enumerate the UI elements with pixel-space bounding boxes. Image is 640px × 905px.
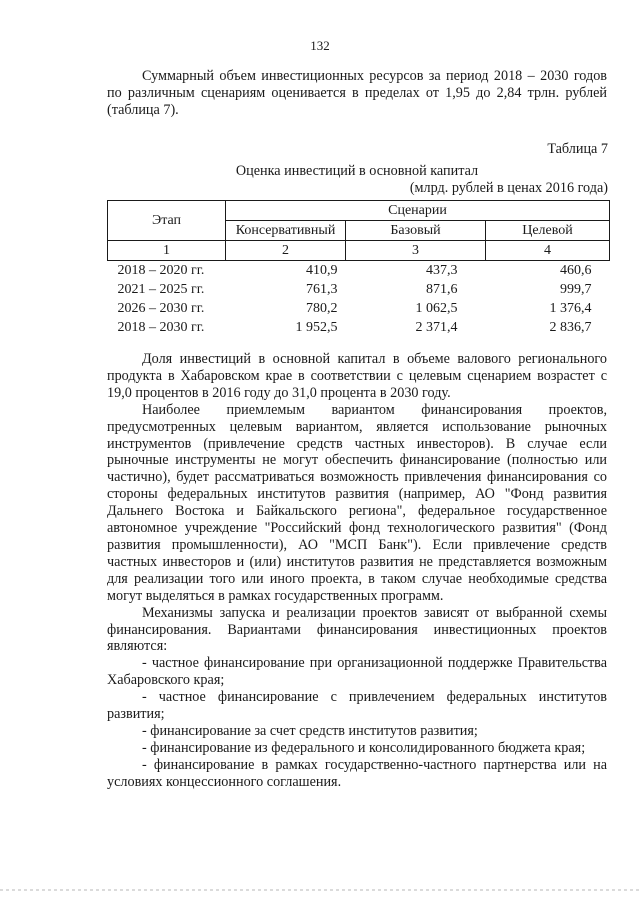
header-scenario-target: Целевой <box>486 221 610 241</box>
table-title: Оценка инвестиций в основной капитал <box>235 163 479 179</box>
row-value-base: 871,6 <box>426 281 458 297</box>
column-number: 4 <box>486 241 610 261</box>
table-row <box>108 261 610 281</box>
column-number: 1 <box>108 241 226 261</box>
table-row <box>108 280 610 299</box>
row-value-base: 437,3 <box>426 262 458 278</box>
row-value-target: 999,7 <box>560 281 592 297</box>
scan-edge-noise <box>0 889 640 891</box>
row-stage: 2018 – 2030 гг. <box>117 319 205 335</box>
row-value-conservative: 1 952,5 <box>295 319 338 335</box>
header-scenario-base: Базовый <box>346 221 486 241</box>
row-stage: 2018 – 2020 гг. <box>117 262 205 278</box>
row-value-conservative: 780,2 <box>306 300 338 316</box>
table-label: Таблица 7 <box>547 141 608 157</box>
paragraph-financing: Наиболее приемлемым вариантом финансирования проектов, предусмотренных целевым вариантом, является использование рыночных инструментов (привлечение средств частных инвесторов). В случае если рыночные инструменты не могут обеспечить финансирование (полностью или частично), будет рассматриваться возможность привлечения финансирования со стороны федеральных институтов развития (например, АО "Фонд развития Дальнего Востока и Байкальского региона", федеральное государственное автономное учреждение "Российский фонд технологического развития" (Фонд развития промышленности), АО "МСП Банк"). Если привлечение средств частных инвесторов и (или) институтов развития не представляется возможным для реализации того или иного проекта, в таком случае необходимые средства могут выделяться в рамках государственных программ. <box>107 401 607 604</box>
paragraph-mechanisms: Механизмы запуска и реализации проектов зависят от выбранной схемы финансирования. Вариантами финансирования инвестиционных проектов являются: <box>107 604 607 655</box>
row-value-base: 2 371,4 <box>415 319 458 335</box>
table-units: (млрд. рублей в ценах 2016 года) <box>409 180 608 196</box>
table-row <box>108 299 610 318</box>
intro-paragraph-text: Суммарный объем инвестиционных ресурсов за период 2018 – 2030 годов по различным сценариям оценивается в пределах от 1,95 до 2,84 трлн. рублей (таблица 7). <box>107 68 607 118</box>
header-scenario-conservative: Консервативный <box>226 221 346 241</box>
row-value-conservative: 410,9 <box>306 262 338 278</box>
investment-table <box>107 200 610 337</box>
row-value-target: 2 836,7 <box>549 319 592 335</box>
row-stage: 2021 – 2025 гг. <box>117 281 205 297</box>
row-value-conservative: 761,3 <box>306 281 338 297</box>
page-number: 132 <box>310 38 330 53</box>
table-row <box>108 318 610 337</box>
row-value-target: 460,6 <box>560 262 592 278</box>
list-item: - финансирование в рамках государственно-частного партнерства или на условиях концессионного соглашения. <box>107 756 607 790</box>
list-item: - частное финансирование при организационной поддержке Правительства Хабаровского края; <box>107 655 607 689</box>
paragraph-share: Доля инвестиций в основной капитал в объеме валового регионального продукта в Хабаровском крае в соответствии с целевым сценарием возрастет с 19,0 процентов в 2016 году до 31,0 процента в 2030 году. <box>107 351 607 401</box>
header-scenarios: Сценарии <box>226 201 610 221</box>
column-number: 2 <box>226 241 346 261</box>
list-item: - частное финансирование с привлечением федеральных институтов развития; <box>107 689 607 723</box>
list-item: - финансирование из федерального и консолидированного бюджета края; <box>142 739 586 756</box>
intro-paragraph <box>107 68 607 119</box>
body-text <box>107 351 607 791</box>
row-stage: 2026 – 2030 гг. <box>117 300 205 316</box>
header-stage: Этап <box>108 201 226 241</box>
row-value-target: 1 376,4 <box>549 300 592 316</box>
column-number: 3 <box>346 241 486 261</box>
row-value-base: 1 062,5 <box>415 300 458 316</box>
list-item: - финансирование за счет средств институтов развития; <box>142 722 478 739</box>
